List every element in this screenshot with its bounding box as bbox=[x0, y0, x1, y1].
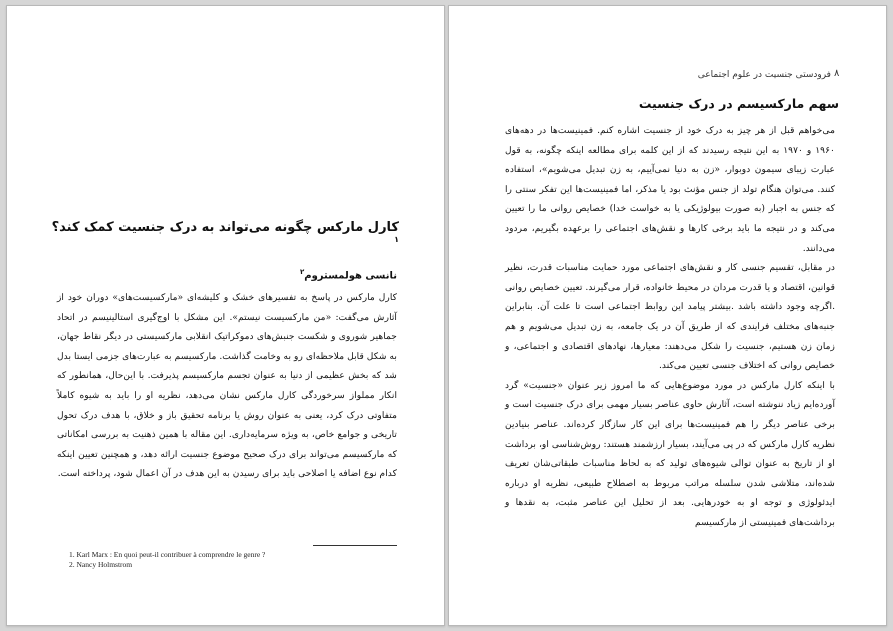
footnote-2: 2. Nancy Holmstrom bbox=[69, 559, 133, 569]
right-page bbox=[448, 5, 887, 626]
section-body bbox=[505, 121, 835, 532]
left-page bbox=[6, 5, 445, 626]
section-heading: سهم مارکسیسم در درک جنسیت bbox=[638, 96, 839, 111]
author-name bbox=[207, 268, 397, 281]
author-text: نانسی هولمستروم bbox=[304, 270, 397, 282]
chapter-title bbox=[47, 220, 399, 251]
body-paragraph-1: می‌خواهم قبل از هر چیز به درک خود از جنسیت اشاره کنم. فمینیست‌ها در دهه‌های ۱۹۶۰ و ۱۹۷۰ به این نتیجه رسیدند که از این کلمه برای مطالعه اینکه چگونه، به قول عبارت زیبای سیمون دوبوار، «زن به دنیا نمی‌آییم، به زن تبدیل می‌شویم»، استفاده کنند. می‌توان هنگام تولد از جنس مؤنث بود یا مذکر، اما فمینیست‌ها این تفکر سنتی را که جنس به اجبار (به صورت بیولوژیکی یا به خواست خدا) خصایص روانی ما را تعیین می‌کند و در نتیجه ما باید برخی کارها و نقش‌های اجتماعی را برعهده بگیریم، مردود می‌دانند. bbox=[505, 125, 835, 254]
body-paragraph-2: در مقابل، تقسیم جنسی کار و نقش‌های اجتماعی مورد حمایت مناسبات قدرت، نظیر قوانین، اقتصاد و یا قدرت مردان در محیط خانواده، قرار می‌گیرند. تعیین خصایص روانی .اگرچه وجود داشته باشد .بیشتر پیامد این روابط اجتماعی است تا علت آن. بنابراین جنبه‌های مختلف فرایندی که از طریق آن در یک جامعه، به زن تبدیل می‌شویم و هم زمان زن هستیم، جنسیت را شکل می‌دهند: معیارها، نهادهای اقتصادی و اجتماعی، و خصایص روانی که اختلاف جنسی تعیین می‌کند. bbox=[505, 262, 835, 372]
footnote-divider bbox=[313, 545, 397, 546]
chapter-abstract bbox=[57, 288, 397, 484]
abstract-paragraph: کارل مارکس در پاسخ به تفسیرهای خشک و کلیشه‌ای «مارکسیست‌های» دوران خود از آثارش می‌گفت: «من مارکسیست نیستم». این مشکل با اوج‌گیری استالینیسم در اتحاد جماهیر شوروی و شکست جنبش‌های دموکراتیک انقلابی مارکسیستی در دیگر نقاط جهان، به شکل قابل ملاحظه‌ای رو به وخامت گذاشت. مارکسیسم به عبارت‌های جزمی ایستا بدل شد که بخش عظیمی از دنیا به عنوان تجسم مارکسیسم پذیرفت. با این‌حال، همانطور که انکار مملواز سرخوردگی کارل مارکس نشان می‌دهد، نظریه او را باید به شیوه کاملاً متفاوتی درک کرد، یعنی به عنوان روش یا برنامه تحقیق باز و خلاق، با هدف درک تحول تاریخی و جوامع خاص، به ویژه سرمایه‌داری. این مقاله با همین ذهنیت به بررسی امکاناتی که مارکسیسم می‌تواند برای درک صحیح موضوع جنسیت ارائه دهد، و همچنین تعیین اینکه کدام نوع اضافه یا اصلاحی باید برای رسیدن به این هدف در آن اعمال شود، پرداخته است. bbox=[57, 292, 397, 480]
body-paragraph-3: با اینکه کارل مارکس در مورد موضوع‌هایی که ما امروز زیر عنوان «جنسیت» گرد آورده‌ایم زیاد ننوشته است، آثارش حاوی عناصر بسیار مهمی برای درک جنسیت است و برخی عناصر دیگر را هم فمینیست‌ها برای این کار سازگار کرده‌اند. عناصر بنیادین نظریه کارل مارکس که در پی می‌آیند، بسیار ارزشمند هستند: روش‌شناسی او، برداشت او از تاریخ به عنوان توالی شیوه‌های تولید که به لحاظ مناسبات طبقاتی‌شان تعریف شده‌اند، متلاشی شدن سلسله مراتب مربوط به اصطلاح طبیعی، نظریه او درباره ایدئولوژی و توجه او به خودرهایی. بعد از تحلیل این عناصر مثبت، به نقدها و برداشت‌های فمینیستی از مارکسیسم bbox=[505, 379, 835, 528]
running-head: فرودستی جنسیت در علوم اجتماعی bbox=[697, 70, 831, 80]
author-footnote-ref: ۲ bbox=[299, 268, 305, 276]
footnotes bbox=[69, 550, 389, 569]
footnote-1: 1. Karl Marx : En quoi peut-il contribuer à comprendre le genre ? bbox=[69, 550, 266, 559]
chapter-title-text: کارل مارکس چگونه می‌تواند به درک جنسیت کمک کند؟ bbox=[51, 220, 399, 235]
chapter-title-footnote-ref: ۱ bbox=[394, 235, 399, 244]
page-number: ۸ bbox=[834, 68, 840, 79]
